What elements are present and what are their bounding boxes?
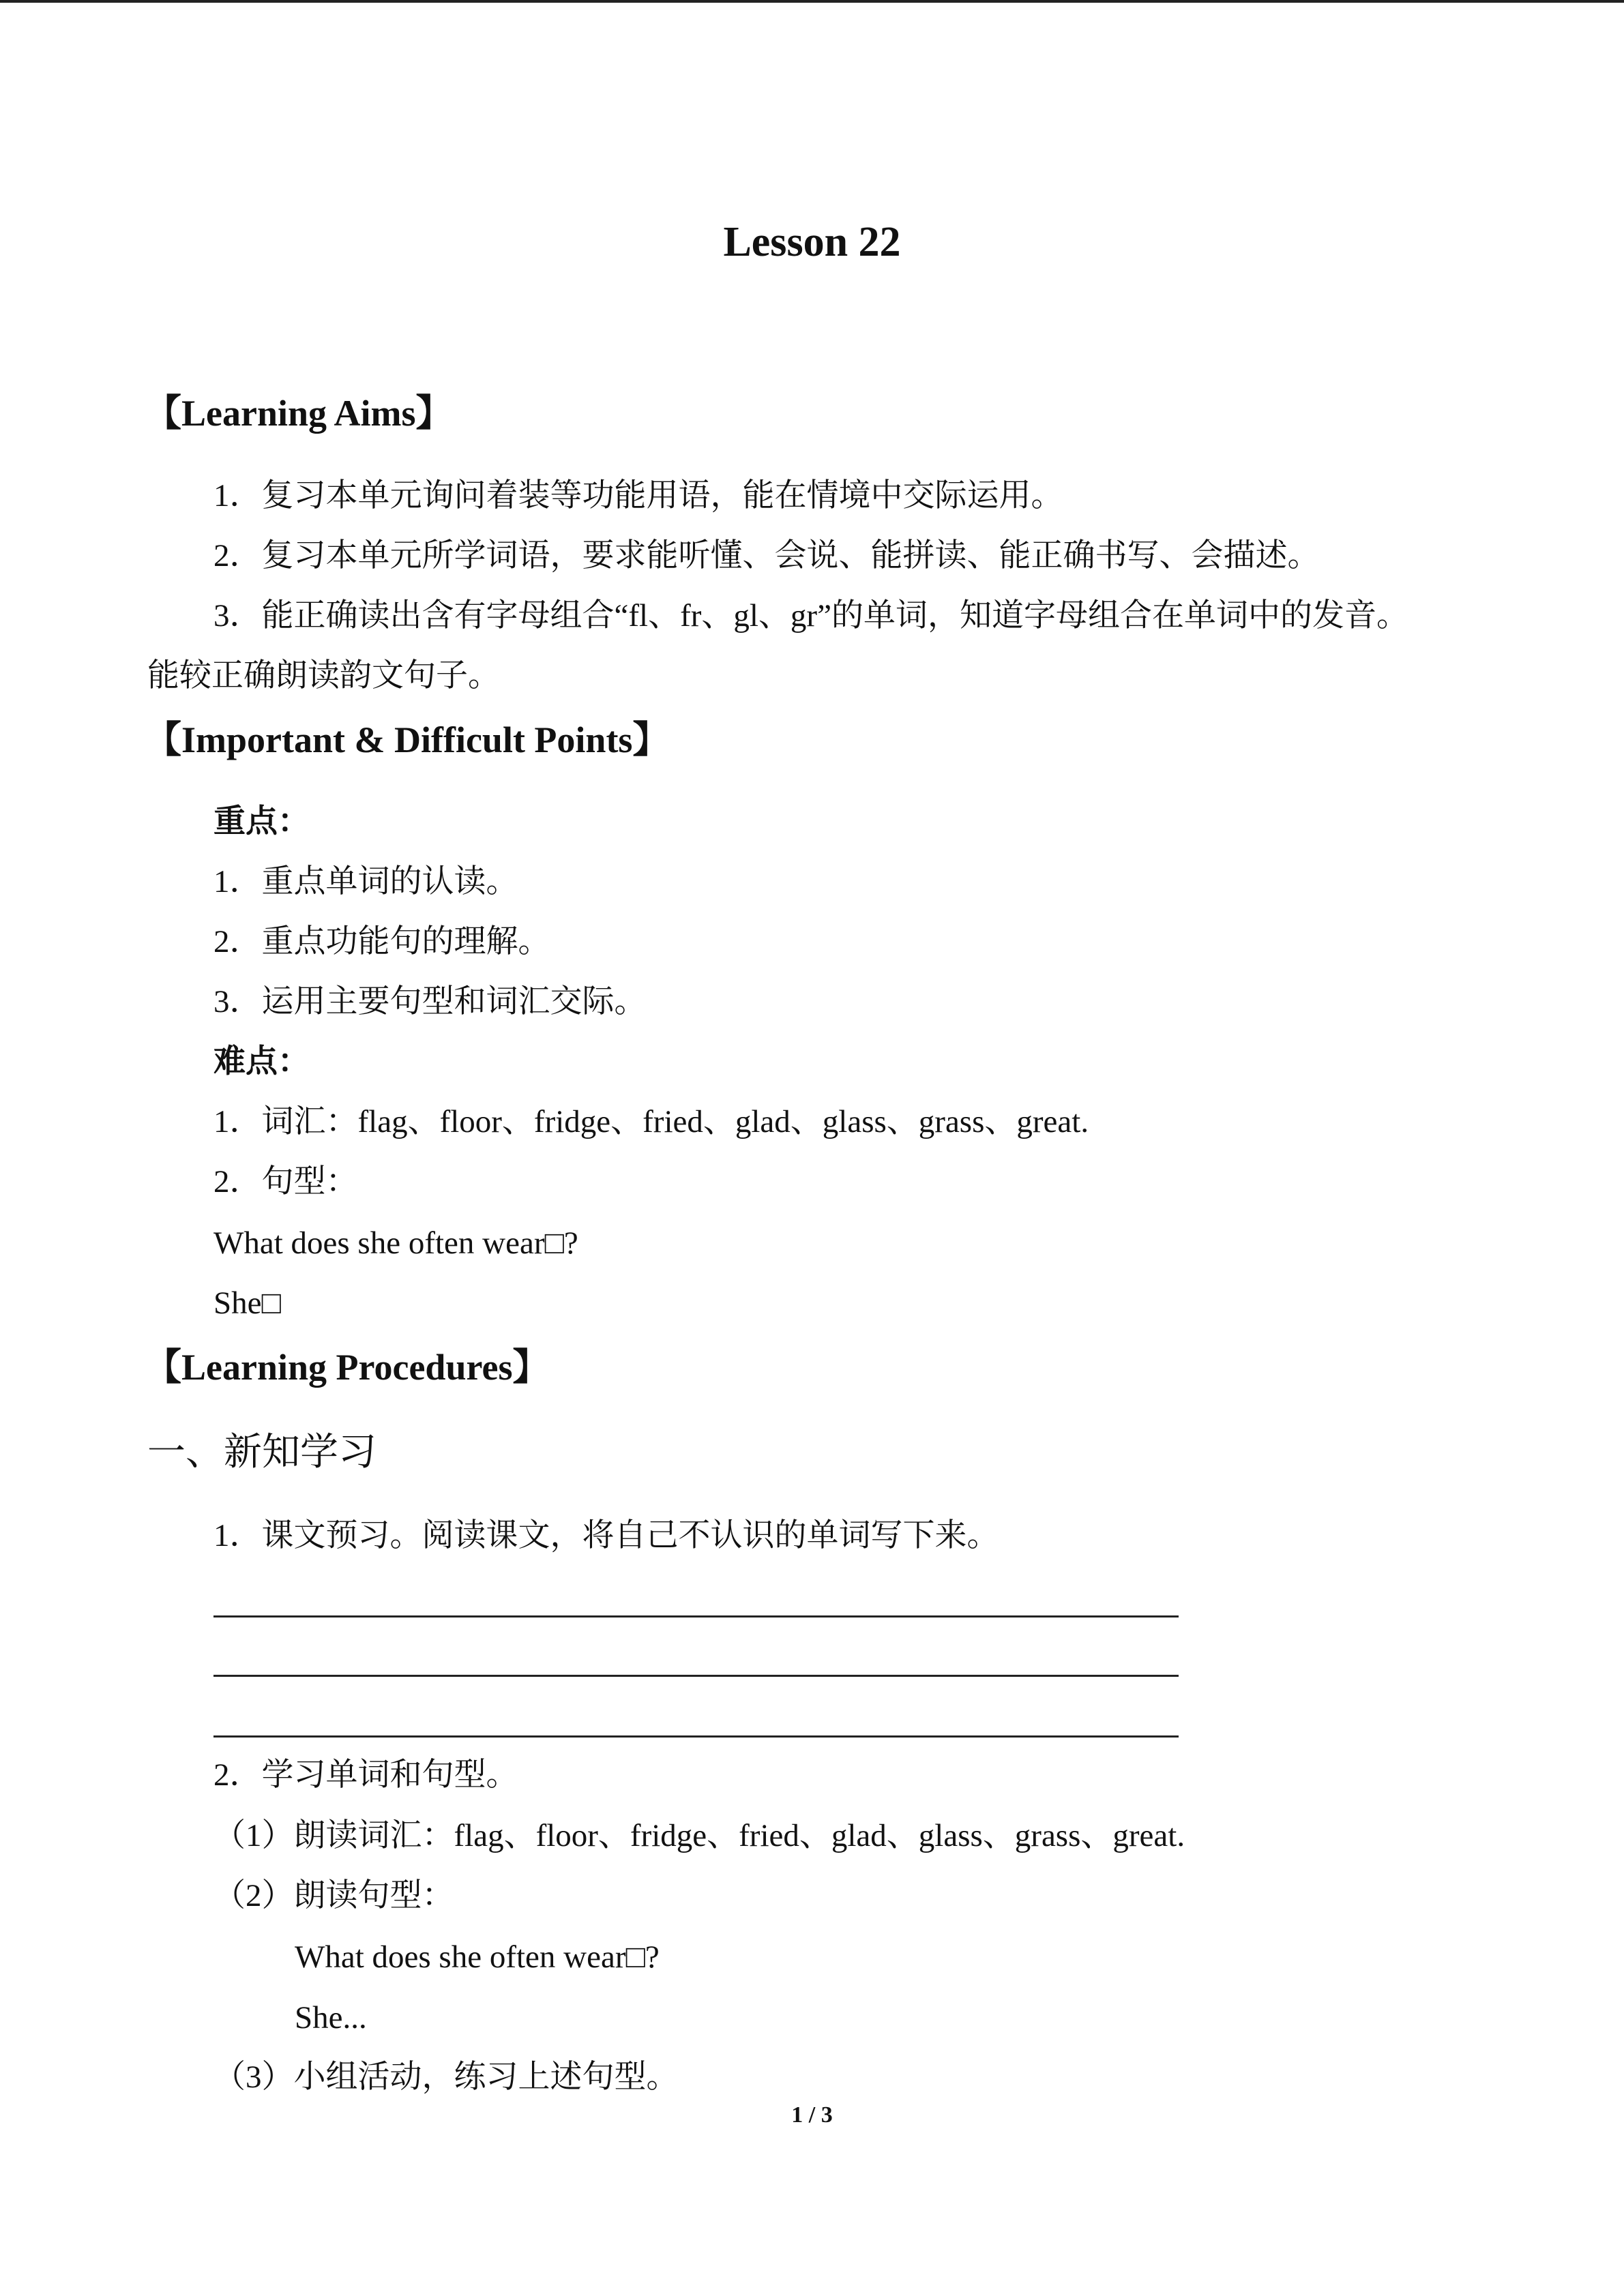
key-point-2: 2．重点功能句的理解。 [213,924,550,959]
key-point-1: 1．重点单词的认读。 [213,864,518,899]
aim-item-2: 2．复习本单元所学词语，要求能听懂、会说、能拼读、能正确书写、会描述。 [213,538,1320,573]
important-points-heading: 【Important & Difficult Points】 [145,719,670,760]
practice-sentence-2: She... [295,2000,367,2036]
difficult-point-1: 1．词汇：flag、floor、fridge、fried、glad、glass、grass、great. [213,1104,1089,1139]
answer-line-1 [213,1615,1179,1617]
page-top-border [0,0,1624,3]
sub-step-2: （2）朗读句型： [213,1878,454,1913]
answer-line-3 [213,1735,1179,1738]
page-number: 1 / 3 [791,2102,833,2128]
sub-step-3: （3）小组活动，练习上述句型。 [213,2059,679,2095]
part-1-title: 一、新知学习 [147,1431,377,1474]
page-title: Lesson 22 [723,219,901,265]
practice-sentence-1: What does she often wear□? [295,1939,660,1975]
aim-item-3: 3．能正确读出含有字母组合“fl、fr、gl、gr”的单词，知道字母组合在单词中的发音。 [213,598,1408,633]
difficult-points-label: 难点： [213,1044,310,1079]
key-points-label: 重点： [213,804,310,839]
answer-line-2 [213,1675,1179,1677]
step-1: 1．课文预习。阅读课文，将自己不认识的单词写下来。 [213,1518,999,1553]
difficult-point-2: 2．句型： [213,1164,358,1199]
step-2: 2．学习单词和句型。 [213,1757,518,1793]
key-point-3: 3．运用主要句型和词汇交际。 [213,984,647,1019]
learning-aims-heading: 【Learning Aims】 [145,393,453,434]
sub-step-1: （1）朗读词汇：flag、floor、fridge、fried、glad、glass、grass、great. [213,1818,1185,1853]
learning-procedures-heading: 【Learning Procedures】 [145,1347,550,1388]
difficult-sentence-1: What does she often wear□? [213,1225,578,1261]
aim-item-3-continued: 能较正确朗读韵文句子。 [147,658,500,694]
difficult-sentence-2: She□ [213,1285,281,1321]
aim-item-1: 1．复习本单元询问着装等功能用语，能在情境中交际运用。 [213,478,1063,513]
